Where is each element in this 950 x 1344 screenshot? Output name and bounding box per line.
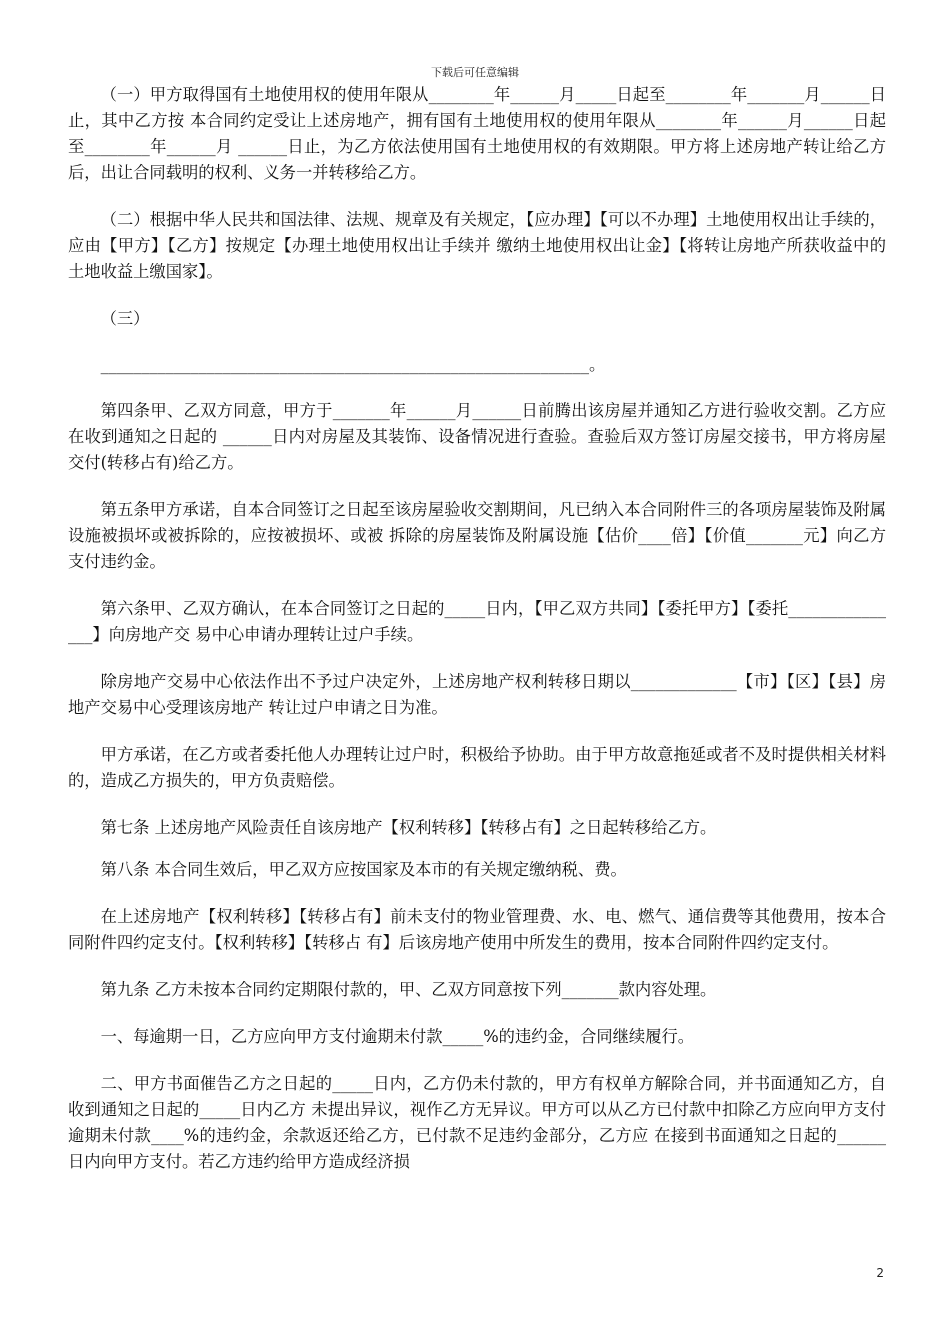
paragraph-article-5: 第五条甲方承诺，自本合同签订之日起至该房屋验收交割期间，凡已纳入本合同附件三的各项房屋装饰及附属设施被损坏或被拆除的，应按被损坏、或被 拆除的房屋装饰及附属设施【估价____倍】【价值_______元】向乙方支付违约金。 [68, 500, 886, 571]
page-number: 2 [876, 1266, 884, 1280]
paragraph-seller-assist: 甲方承诺，在乙方或者委托他人办理转让过户时，积极给予协助。由于甲方故意拖延或者不及时提供相关材料的，造成乙方损失的，甲方负责赔偿。 [68, 745, 886, 790]
document-body [68, 82, 886, 1196]
paragraph-item-three-blank: ____________________________________________________________。 [100, 355, 606, 374]
paragraph-fees: 在上述房地产【权利转移】【转移占有】前未支付的物业管理费、水、电、燃气、通信费等其他费用，按本合同附件四约定支付。【权利转移】【转移占 有】后该房地产使用中所发生的费用，按本合同附件四约定支付。 [68, 907, 886, 952]
paragraph-item-three-label: （三） [100, 309, 150, 328]
header-note: 下载后可任意编辑 [431, 66, 519, 79]
paragraph-clause-one: 一、每逾期一日，乙方应向甲方支付逾期未付款_____%的违约金，合同继续履行。 [100, 1027, 695, 1046]
paragraph-article-4: 第四条甲、乙双方同意，甲方于_______年______月______日前腾出该房屋并通知乙方进行验收交割。乙方应在收到通知之日起的 ______日内对房屋及其装饰、设备情况进行查验。查验后双方签订房屋交接书，甲方将房屋交付(转移占有)给乙方。 [68, 401, 886, 472]
paragraph-article-8: 第八条 本合同生效后，甲乙双方应按国家及本市的有关规定缴纳税、费。 [100, 860, 627, 879]
paragraph-article-7: 第七条 上述房地产风险责任自该房地产【权利转移】【转移占有】之日起转移给乙方。 [100, 818, 717, 837]
paragraph-clause-two: 二、甲方书面催告乙方之日起的_____日内，乙方仍未付款的，甲方有权单方解除合同，并书面通知乙方，自收到通知之日起的_____日内乙方 未提出异议，视作乙方无异议。甲方可以从乙方已付款中扣除乙方应向甲方支付逾期未付款____%的违约金，余款返还给乙方，已付款不足违约金部分，乙方应 在接到书面通知之日起的______日内向甲方支付。若乙方违约给甲方造成经济损 [68, 1074, 886, 1171]
paragraph-land-transfer-procedure: （二）根据中华人民共和国法律、法规、规章及有关规定，【应办理】【可以不办理】土地使用权出让手续的，应由【甲方】【乙方】按规定【办理土地使用权出让手续并 缴纳土地使用权出让金】【将转让房地产所获收益中的土地收益上缴国家】。 [68, 210, 886, 281]
paragraph-land-use-term: （一）甲方取得国有土地使用权的使用年限从________年______月_____日起至________年_______月______日止，其中乙方按 本合同约定受让上述房地产，拥有国有土地使用权的使用年限从________年______月______日起至________年______月 ______日止，为乙方依法使用国有土地使用权的有效期限。甲方将上述房地产转让给乙方后，出让合同载明的权利、义务一并转移给乙方。 [68, 85, 886, 182]
paragraph-article-9: 第九条 乙方未按本合同约定期限付款的，甲、乙双方同意按下列_______款内容处理。 [100, 980, 717, 999]
paragraph-transfer-date: 除房地产交易中心依法作出不予过户决定外，上述房地产权利转移日期以_____________【市】【区】【县】房地产交易中心受理该房地产 转让过户申请之日为准。 [68, 672, 886, 717]
paragraph-article-6: 第六条甲、乙双方确认，在本合同签订之日起的_____日内，【甲乙双方共同】【委托甲方】【委托_______________】向房地产交 易中心申请办理转让过户手续。 [68, 599, 886, 644]
